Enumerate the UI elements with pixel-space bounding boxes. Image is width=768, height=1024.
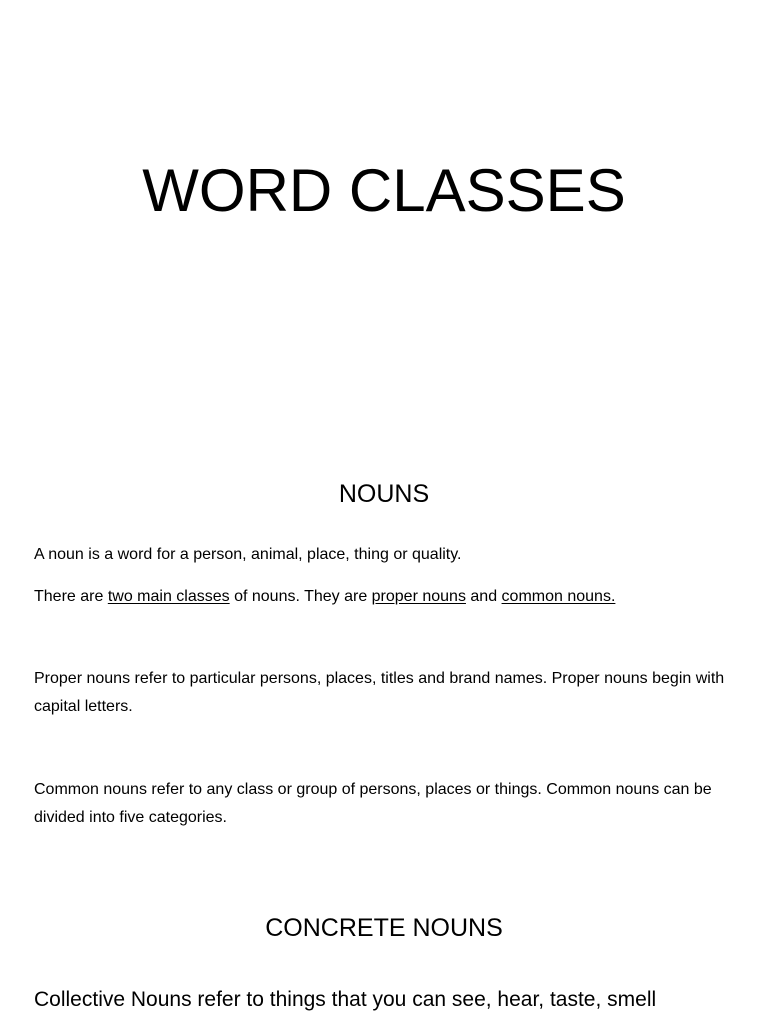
classes-text-1: There are — [34, 588, 108, 605]
proper-nouns-paragraph: Proper nouns refer to particular persons, places, titles and brand names. Proper nouns begin with capital letters. — [34, 670, 725, 715]
noun-definition: A noun is a word for a person, animal, place, thing or quality. — [34, 546, 462, 563]
nouns-heading: NOUNS — [338, 480, 430, 508]
concrete-nouns-heading: CONCRETE NOUNS — [265, 914, 503, 942]
common-nouns-text: common nouns. — [501, 588, 616, 605]
classes-text-3: and — [465, 588, 502, 605]
common-nouns-paragraph: Common nouns refer to any class or group of persons, places or things. Common nouns can be divided into five categories. — [34, 781, 712, 826]
noun-classes-sentence — [34, 583, 744, 611]
two-main-classes-text: two main classes — [107, 588, 230, 605]
proper-nouns-text: proper nouns — [371, 588, 466, 605]
collective-nouns-paragraph: Collective Nouns refer to things that you can see, hear, taste, smell — [34, 988, 657, 1011]
document-title: WORD CLASSES — [142, 157, 626, 224]
classes-text-2: of nouns. They are — [229, 588, 372, 605]
